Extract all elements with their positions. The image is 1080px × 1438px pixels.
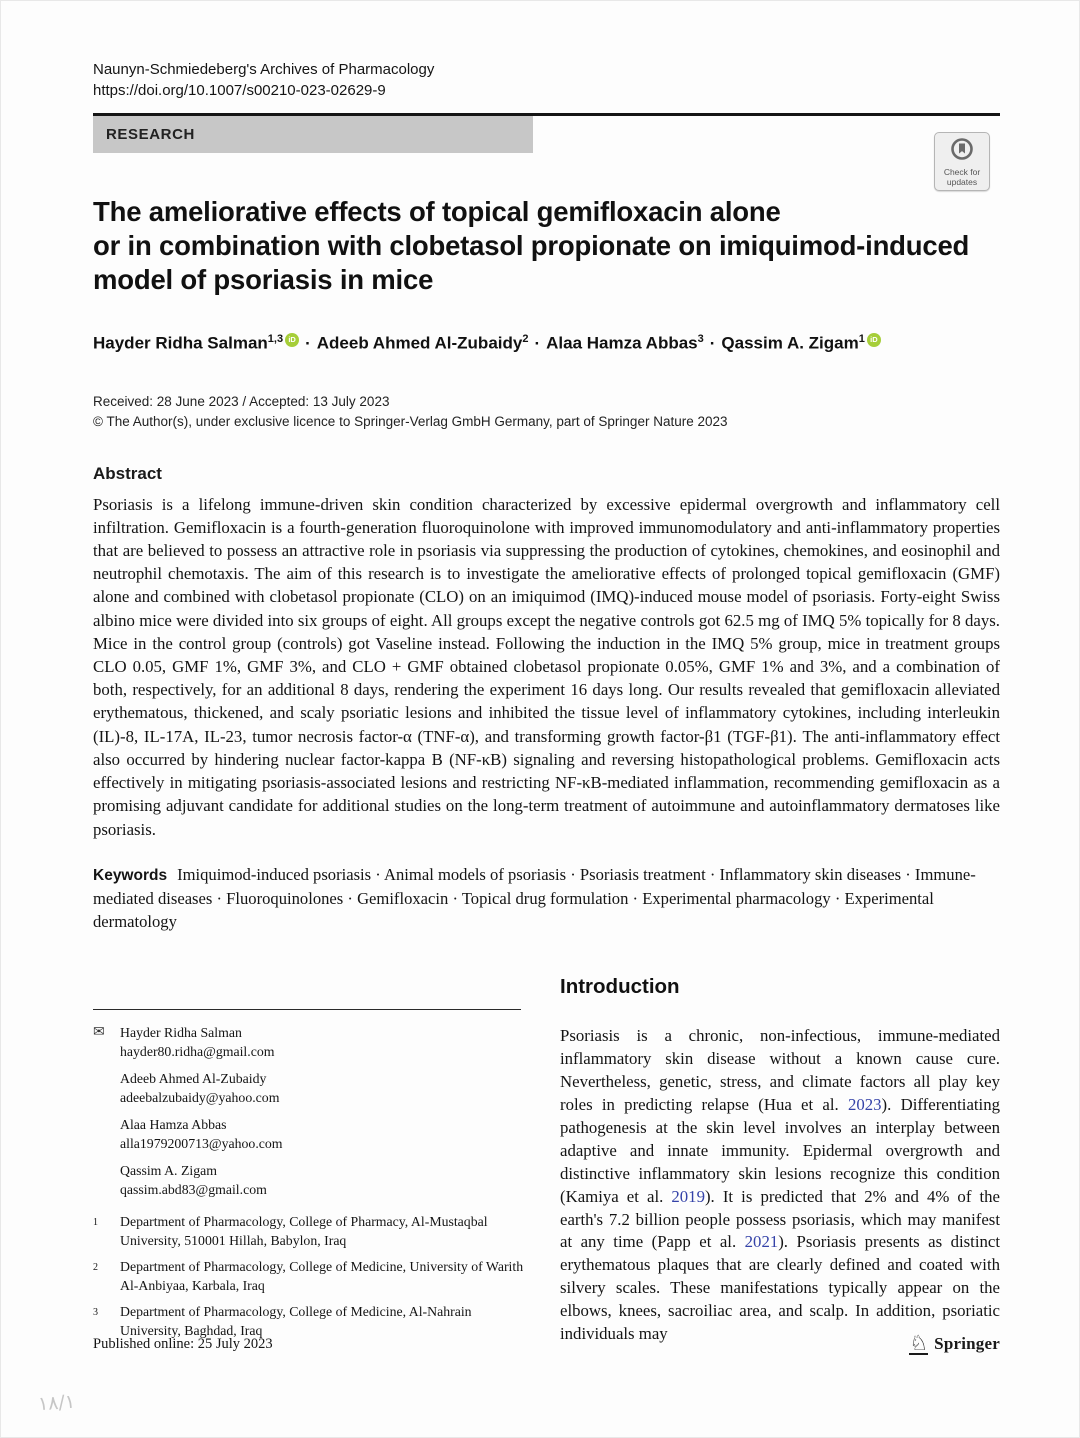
abstract-section xyxy=(93,464,1000,841)
corresponding-email: adeebalzubaidy@yahoo.com xyxy=(120,1089,280,1105)
published-online: Published online: 25 July 2023 xyxy=(93,1335,273,1352)
affiliation-text: Department of Pharmacology, College of Pharmacy, Al-Mustaqbal University, 510001 Hillah, Babylon, Iraq xyxy=(120,1214,488,1248)
citation-link[interactable]: 2019 xyxy=(671,1186,705,1206)
keywords-text: Imiquimod-induced psoriasis · Animal models of psoriasis · Psoriasis treatment · Inflammatory skin diseases · Immune-mediated diseases · Fluoroquinolones · Gemifloxacin · Topical drug formulation · Experimental pharmacology · Experimental dermatology xyxy=(93,864,976,932)
correspondence-entry xyxy=(93,1024,525,1061)
authors-line xyxy=(93,333,1000,354)
author-affil-sup: 1,3 xyxy=(267,333,284,345)
citation-link[interactable]: 2021 xyxy=(744,1232,779,1252)
springer-knight-icon: ♘ xyxy=(909,1331,929,1355)
affiliation-text: Department of Pharmacology, College of Medicine, University of Warith Al-Anbiyaa, Karbala, Iraq xyxy=(120,1259,524,1293)
journal-name: Naunyn-Schmiedeberg's Archives of Pharmacology xyxy=(93,61,435,78)
footnote-divider xyxy=(93,1009,521,1010)
page-footer xyxy=(93,1333,1000,1355)
introduction-column xyxy=(560,973,1000,1348)
check-updates-icon xyxy=(950,137,974,161)
copyright-line: © The Author(s), under exclusive licence to Springer-Verlag GmbH Germany, part of Springer Nature 2023 xyxy=(93,413,728,429)
footnote-column xyxy=(93,973,525,1348)
affiliation-item xyxy=(93,1213,525,1250)
check-updates-label: Check for updates xyxy=(943,167,981,187)
received-accepted: Received: 28 June 2023 / Accepted: 13 July 2023 xyxy=(93,393,390,409)
affiliation-number: 1 xyxy=(93,1217,98,1229)
correspondence-entry xyxy=(93,1070,525,1107)
page-title xyxy=(93,195,1000,297)
author-separator: · xyxy=(305,333,311,353)
intro-text-segment: ). It is predicted that 2% and 4% of the earth's 7.2 billion people possess psoriasis, which may manifest at any time (Papp et al. xyxy=(560,1186,1000,1252)
corresponding-email: qassim.abd83@gmail.com xyxy=(120,1181,267,1197)
keywords-section xyxy=(93,863,1000,934)
introduction-heading: Introduction xyxy=(560,975,680,999)
orcid-icon[interactable]: iD xyxy=(285,333,299,347)
corresponding-name: Alaa Hamza Abbas xyxy=(120,1117,227,1133)
research-row xyxy=(93,116,1000,187)
corresponding-name: Qassim A. Zigam xyxy=(120,1163,217,1179)
affiliation-text: Department of Pharmacology, College of Medicine, Al-Nahrain University, Baghdad, Iraq xyxy=(120,1304,472,1338)
orcid-icon[interactable]: iD xyxy=(867,333,881,347)
article-type-badge: RESEARCH xyxy=(93,116,533,153)
abstract-heading: Abstract xyxy=(93,463,162,483)
affiliation-item xyxy=(93,1258,525,1295)
envelope-icon: ✉ xyxy=(93,1025,105,1041)
affiliation-number: 3 xyxy=(93,1307,98,1319)
introduction-paragraph xyxy=(560,1025,1000,1346)
keywords-label: Keywords xyxy=(93,866,168,884)
author-affil-sup: 3 xyxy=(697,333,704,345)
corresponding-email: hayder80.ridha@gmail.com xyxy=(120,1043,275,1059)
citation-link[interactable]: 2023 xyxy=(847,1095,882,1115)
check-updates-button[interactable] xyxy=(934,132,990,191)
author-separator: · xyxy=(709,333,716,353)
title-line-1: The ameliorative effects of topical gemifloxacin alone xyxy=(93,196,781,227)
correspondence-entry xyxy=(93,1116,525,1153)
article-meta xyxy=(93,392,1000,432)
springer-wordmark: Springer xyxy=(934,1334,1000,1353)
corresponding-name: Hayder Ridha Salman xyxy=(120,1025,242,1041)
author-name: Hayder Ridha Salman xyxy=(93,333,268,353)
springer-logo xyxy=(909,1333,1000,1355)
author-name: Alaa Hamza Abbas xyxy=(546,333,698,353)
author-affil-sup: 1 xyxy=(858,333,865,345)
author-separator: · xyxy=(534,333,541,353)
corresponding-name: Adeeb Ahmed Al-Zubaidy xyxy=(120,1071,267,1087)
affiliation-number: 2 xyxy=(93,1262,98,1274)
page-watermark: ١٨/١ xyxy=(37,1390,76,1416)
title-line-2: or in combination with clobetasol propionate on imiquimod-induced xyxy=(93,230,970,261)
title-line-3: model of psoriasis in mice xyxy=(93,264,434,295)
affiliations-block xyxy=(93,1213,525,1340)
two-column-area xyxy=(93,973,1000,1348)
correspondence-entry xyxy=(93,1162,525,1199)
correspondence-block xyxy=(93,1024,525,1199)
intro-text-segment: ). Differentiating pathogenesis at the skin level involves an interplay between adaptive and innate immunity. Epidermal overgrowth and distinctive inflammatory skin lesions recognize this condition (Kamiya et al. xyxy=(560,1095,1000,1206)
author-name: Adeeb Ahmed Al-Zubaidy xyxy=(316,333,523,353)
intro-text-segment: Psoriasis is a chronic, non-infectious, immune-mediated inflammatory skin disease without a known cause cure. Nevertheless, genetic, stress, and climate factors all play key roles in predicting relapse (Hua et al. xyxy=(560,1026,1000,1115)
corresponding-email: alla1979200713@yahoo.com xyxy=(120,1135,283,1151)
doi-link[interactable]: https://doi.org/10.1007/s00210-023-02629-9 xyxy=(93,82,386,99)
abstract-text: Psoriasis is a lifelong immune-driven skin condition characterized by excessive epidermal overgrowth and inflammatory cell infiltration. Gemifloxacin is a fourth-generation fluoroquinolone with improved immunomodulatory and anti-inflammatory properties that are believed to possess an attractive role in psoriasis via suppressing the production of cytokines, chemokines, and eosinophil and neutrophil chemotaxis. The aim of this research is to investigate the ameliorative effects of prolonged topical gemifloxacin (GMF) alone and combined with clobetasol propionate (CLO) on an imiquimod (IMQ)-induced mouse model of psoriasis. Forty-eight Swiss albino mice were divided into six groups of eight. All groups except the negative controls got 62.5 mg of IMQ 5% topically for 8 days. Mice in the control group (controls) got Vaseline instead. Following the induction in the IMQ 5% group, mice in treatment groups CLO 0.05, GMF 1%, GMF 3%, and CLO + GMF obtained clobetasol propionate 0.05%, GMF 1% and 3%, and a combination of both, respectively, for an additional 8 days, rendering the experiment 16 days long. Our results revealed that gemifloxacin alleviated erythematous, thickened, and scaly psoriatic lesions and inhibited the tissue level of inflammatory cytokines, including interleukin (IL)-8, IL-17A, IL-23, tumor necrosis factor-α (TNF-α), and transforming growth factor-β1 (TGF-β1). The anti-inflammatory effect also occurred by hindering nuclear factor-kappa B (NF-κB) signaling and reversing histopathological problems. Gemifloxacin acts effectively in mitigating psoriasis-associated lesions and restricting NF-κB-mediated inflammation, recommending gemifloxacin as a promising adjuvant candidate for additional studies on the long-term treatment of autoimmune and autoinflammatory dermatoses like psoriasis. xyxy=(93,494,1000,839)
author-affil-sup: 2 xyxy=(522,333,529,345)
intro-text-segment: ). Psoriasis presents as distinct erythematous plaques that are clearly defined and coated with silvery scales. These manifestations typically appear on the elbows, knees, sacroiliac area, and scalp. In addition, psoriatic individuals may xyxy=(560,1232,1001,1344)
author-name: Qassim A. Zigam xyxy=(721,333,859,353)
